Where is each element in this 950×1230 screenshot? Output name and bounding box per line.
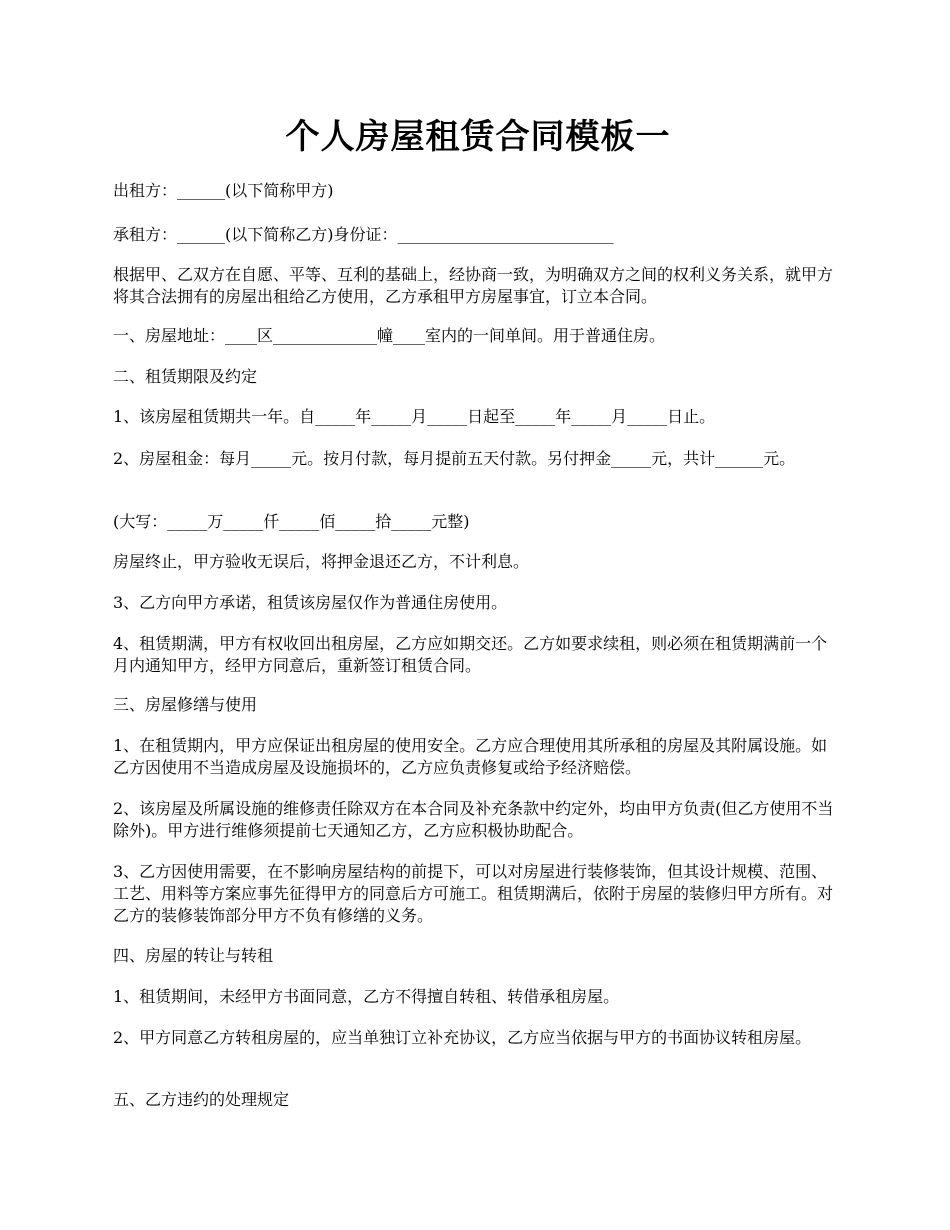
deposit-return-paragraph: 房屋终止，甲方验收无误后，将押金退还乙方，不计利息。 — [113, 552, 530, 571]
section-3-heading: 三、房屋修缮与使用 — [113, 695, 258, 714]
clause-2-2-rent: 2、房屋租金：每月_____元。按月付款，每月提前五天付款。另付押金_____元，共计______元。 — [113, 449, 796, 468]
clause-4-2-agreement: 2、甲方同意乙方转租房屋的，应当单独订立补充协议，乙方应当依据与甲方的书面协议转租房屋。 — [113, 1028, 812, 1047]
section-2-heading: 二、租赁期限及约定 — [113, 367, 258, 386]
preamble-paragraph: 根据甲、乙双方在自愿、平等、互利的基础上，经协商一致，为明确双方之间的权利义务关系，就甲方将其合法拥有的房屋出租给乙方使用，乙方承租甲方房屋事宜，订立本合同。 — [113, 265, 834, 306]
clause-4-1-sublet: 1、租赁期间，未经甲方书面同意，乙方不得擅自转租、转借承租房屋。 — [113, 987, 620, 1006]
lessor-line: 出租方：______(以下简称甲方) — [113, 181, 334, 200]
section-5-heading: 五、乙方违约的处理规定 — [113, 1090, 290, 1109]
document-title: 个人房屋租赁合同模板一 — [285, 117, 671, 157]
clause-3-1-safety: 1、在租赁期内，甲方应保证出租房屋的使用安全。乙方应合理使用其所承租的房屋及其附属设施。如乙方因使用不当造成房屋及设施损坏的，乙方应负责修复或给予经济赔偿。 — [113, 736, 828, 777]
section-4-heading: 四、房屋的转让与转租 — [113, 946, 274, 965]
lessee-line: 承租方：______(以下简称乙方)身份证：___________________________ — [113, 225, 614, 244]
clause-2-4-renewal: 4、租赁期满，甲方有权收回出租房屋，乙方应如期交还。乙方如要求续租，则必须在租赁期满前一个月内通知甲方，经甲方同意后，重新签订租赁合同。 — [113, 634, 828, 675]
clause-2-1-term: 1、该房屋租赁期共一年。自_____年_____月_____日起至_____年_____月_____日止。 — [113, 407, 716, 426]
clause-2-3-use: 3、乙方向甲方承诺，租赁该房屋仅作为普通住房使用。 — [113, 593, 508, 612]
clause-3-3-decoration: 3、乙方因使用需要，在不影响房屋结构的前提下，可以对房屋进行装修装饰，但其设计规模、范围、工艺、用料等方案应事先征得甲方的同意后方可施工。租赁期满后，依附于房屋的装修归甲方所有。对乙方的装修装饰部分甲方不负有修缮的义务。 — [113, 862, 834, 925]
section-1-address: 一、房屋地址：____区_____________幢____室内的一间单间。用于普通住房。 — [113, 326, 666, 345]
clause-2-2-amount-words: (大写：_____万_____仟_____佰_____拾_____元整) — [113, 512, 470, 531]
clause-3-2-maintenance: 2、该房屋及所属设施的维修责任除双方在本合同及补充条款中约定外，均由甲方负责(但乙方使用不当除外)。甲方进行维修须提前七天通知乙方，乙方应积极协助配合。 — [113, 799, 834, 840]
